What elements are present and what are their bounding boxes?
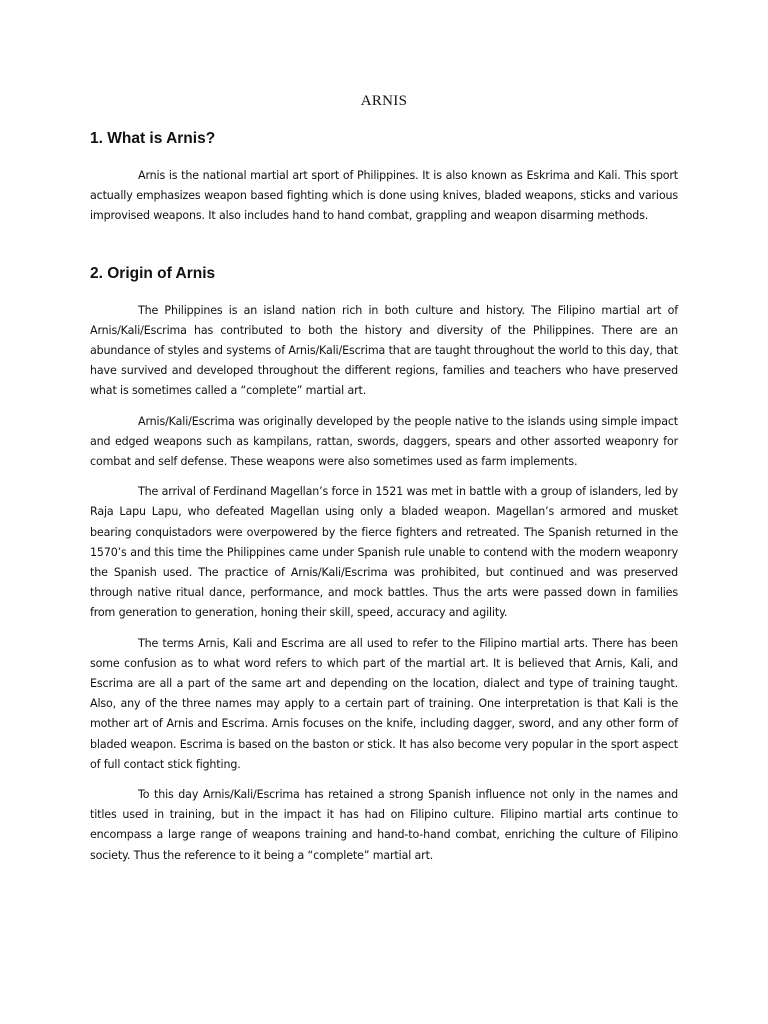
document-title: ARNIS bbox=[360, 93, 408, 109]
section-origin-of-arnis bbox=[90, 263, 678, 866]
paragraph: The arrival of Ferdinand Magellan’s force in 1521 was met in battle with a group of islanders, led by Raja Lapu Lapu, who defeated Magellan using only a bladed weapon. Magellan’s armored and musket bearing conquistadors were overpowered by the fierce fighters and retreated. The Spanish returned in the 1570’s and this time the Philippines came under Spanish rule unable to contend with the modern weaponry the Spanish used. The practice of Arnis/Kali/Escrima was prohibited, but continued and was preserved through native ritual dance, performance, and mock battles. Thus the arts were passed down in families from generation to generation, honing their skill, speed, accuracy and agility. bbox=[90, 485, 678, 620]
document-body bbox=[90, 128, 678, 876]
paragraph: The terms Arnis, Kali and Escrima are all used to refer to the Filipino martial arts. There has been some confusion as to what word refers to which part of the martial art. It is believed that Arnis, Kali, and Escrima are all a part of the same art and depending on the location, dialect and type of training taught. Also, any of the three names may apply to a certain part of training. One interpretation is that Kali is the mother art of Arnis and Escrima. Arnis focuses on the knife, including dagger, sword, and any other form of bladed weapon. Escrima is based on the baston or stick. It has also become very popular in the sport aspect of full contact stick fighting. bbox=[90, 636, 678, 771]
section-what-is-arnis bbox=[90, 128, 678, 227]
paragraph: Arnis is the national martial art sport of Philippines. It is also known as Eskrima and Kali. This sport actually emphasizes weapon based fighting which is done using knives, bladed weapons, sticks and various improvised weapons. It also includes hand to hand combat, grappling and weapon disarming methods. bbox=[90, 169, 678, 223]
paragraph: To this day Arnis/Kali/Escrima has retained a strong Spanish influence not only in the names and titles used in training, but in the impact it has had on Filipino culture. Filipino martial arts continue to encompass a large range of weapons training and hand-to-hand combat, enriching the culture of Filipino society. Thus the reference to it being a “complete” martial art. bbox=[90, 788, 678, 862]
section-heading: 2. Origin of Arnis bbox=[90, 264, 216, 282]
paragraph: The Philippines is an island nation rich in both culture and history. The Filipino martial art of Arnis/Kali/Escrima has contributed to both the history and diversity of the Philippines. There are an abundance of styles and systems of Arnis/Kali/Escrima that are taught throughout the world to this day, that have survived and developed throughout the different regions, families and teachers who have preserved what is sometimes called a “complete” martial art. bbox=[90, 303, 678, 398]
paragraph: Arnis/Kali/Escrima was originally developed by the people native to the islands using simple impact and edged weapons such as kampilans, rattan, swords, daggers, spears and other assorted weaponry for combat and self defense. These weapons were also sometimes used as farm implements. bbox=[90, 414, 678, 469]
section-heading: 1. What is Arnis? bbox=[90, 130, 216, 147]
